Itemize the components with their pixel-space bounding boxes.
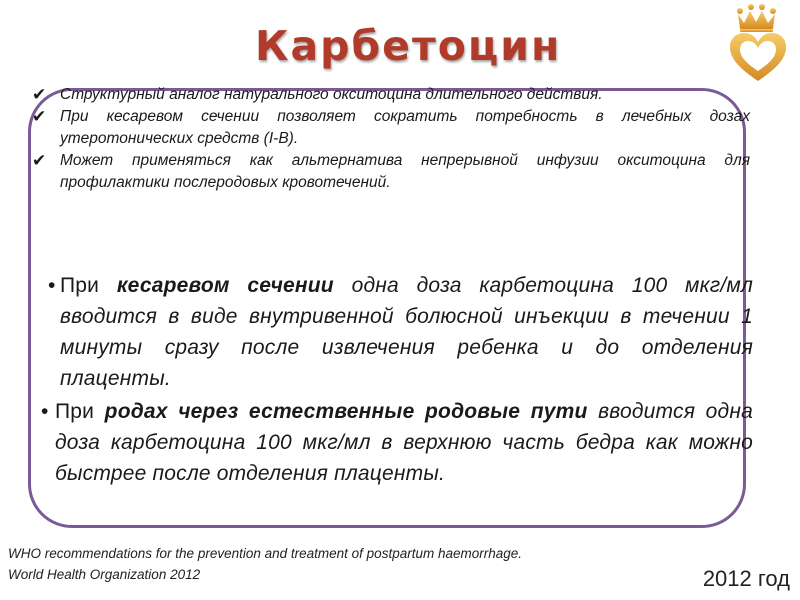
check-item-text: Может применяться как альтернатива непрерывной инфузии окситоцина для профилактики послеродовых кровотечений. [60, 152, 750, 191]
bullet-item [48, 270, 753, 394]
source-line: World Health Organization 2012 [8, 567, 201, 582]
check-item [32, 150, 750, 194]
check-mark-icon: ✔ [32, 151, 47, 170]
bullet-emphasis: кесаревом сечении [116, 274, 334, 297]
bullet-marker: • [41, 400, 49, 423]
checklist [32, 84, 750, 194]
source-line: WHO recommendations for the prevention and treatment of postpartum haemorrhage. [8, 546, 523, 561]
bullet-lead: При [60, 274, 100, 297]
check-item-text: Структурный аналог натурального окситоцина длительного действия. [60, 86, 603, 103]
check-item [32, 84, 750, 106]
check-mark-icon: ✔ [32, 107, 47, 126]
crowned-heart-icon [728, 2, 788, 84]
bullet-text: вводится одна доза карбетоцина 100 мкг/мл в верхнюю часть бедра как можно быстрее после отделения плаценты. [55, 400, 753, 485]
check-item [32, 106, 750, 150]
check-mark-icon: ✔ [32, 85, 47, 104]
bullet-lead: При [55, 400, 95, 423]
check-item-text: При кесаревом сечении позволяет сократить потребность в лечебных дозах утеротонических средств (I-B). [60, 108, 750, 147]
year-label: 2012 год [702, 566, 790, 591]
dosage-bullets [41, 270, 754, 489]
source-citation [8, 543, 522, 585]
bullet-emphasis: родах через естественные родовые пути [104, 400, 588, 423]
bullet-item [43, 396, 753, 489]
bullet-text: одна доза карбетоцина 100 мкг/мл вводится в виде внутривенной болюсной инъекции в течении 1 минуты сразу после извлечения ребенка и до отделения плаценты. [60, 274, 754, 390]
bullet-marker: • [48, 274, 56, 297]
slide-title: Карбетоцин [255, 22, 562, 70]
